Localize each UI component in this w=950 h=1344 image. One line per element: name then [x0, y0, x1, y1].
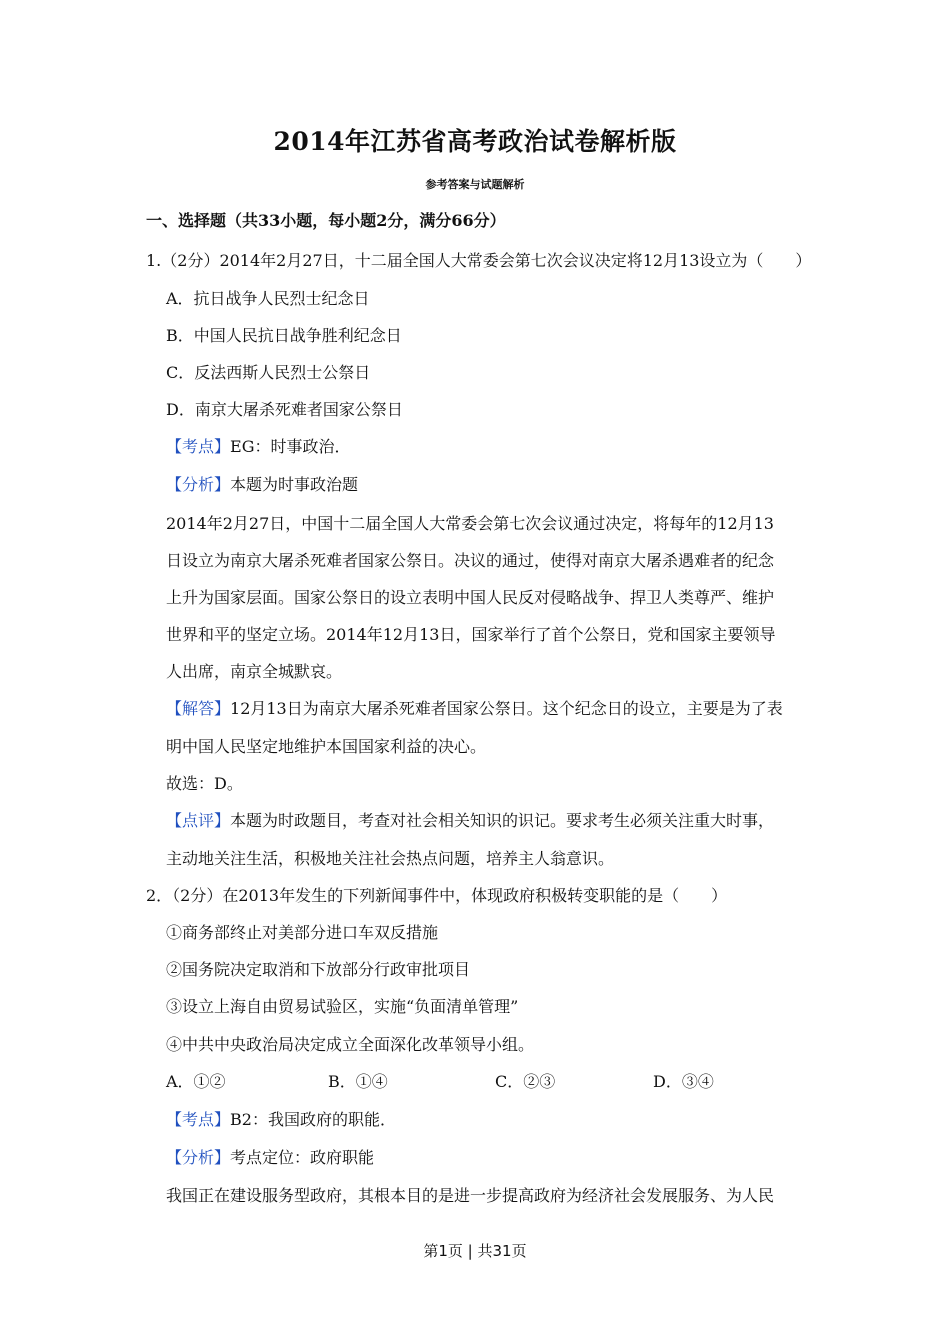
q2-option-c: C．②③	[495, 1072, 556, 1091]
q1-kaodian	[166, 434, 350, 457]
dianping-text: 本题为时政题目，考查对社会相关知识的识记。要求考生必须关注重大时事，	[230, 811, 775, 830]
dianping-tag: 【点评】	[166, 811, 231, 830]
q1-analysis-line: 世界和平的坚定立场。2014年12月13日，国家举行了首个公祭日，党和国家主要领导	[166, 625, 776, 644]
jieda-text: 12月13日为南京大屠杀死难者国家公祭日。这个纪念日的设立，主要是为了表	[230, 699, 783, 718]
q1-jieda-cont: 明中国人民坚定地维护本国国家利益的决心。	[166, 737, 487, 756]
q1-analysis-line: 日设立为南京大屠杀死难者国家公祭日。决议的通过，使得对南京大屠杀遇难者的纪念	[166, 551, 775, 570]
page-footer: 第1页 | 共31页	[423, 1242, 527, 1260]
q1-analysis-line: 人出席，南京全城默哀。	[166, 662, 343, 681]
fenxi-text: 考点定位：政府职能	[230, 1148, 375, 1167]
q2-option-d: D．③④	[653, 1072, 714, 1091]
kaodian-tag: 【考点】	[166, 437, 231, 456]
q1-fenxi	[166, 472, 358, 495]
q1-dianping-cont: 主动地关注生活，积极地关注社会热点问题，培养主人翁意识。	[166, 849, 615, 868]
document-subtitle: 参考答案与试题解析	[425, 178, 525, 191]
q2-analysis-line: 我国正在建设服务型政府，其根本目的是进一步提高政府为经济社会发展服务、为人民	[166, 1186, 775, 1205]
q1-option-d: D．南京大屠杀死难者国家公祭日	[166, 400, 403, 419]
kaodian-tag: 【考点】	[166, 1110, 231, 1129]
kaodian-text: EG：时事政治．	[230, 437, 351, 456]
fenxi-tag: 【分析】	[166, 475, 231, 494]
fenxi-text: 本题为时事政治题	[230, 475, 359, 494]
q1-option-b: B．中国人民抗日战争胜利纪念日	[166, 326, 402, 345]
q2-fenxi	[166, 1145, 374, 1168]
question-2-stem: 2．（2分）在2013年发生的下列新闻事件中，体现政府积极转变职能的是（ ）	[146, 886, 728, 905]
fenxi-tag: 【分析】	[166, 1148, 231, 1167]
q2-option-a: A．①②	[166, 1072, 226, 1091]
q2-item: ②国务院决定取消和下放部分行政审批项目	[166, 960, 471, 979]
q2-item: ③设立上海自由贸易试验区，实施“负面清单管理”	[166, 997, 519, 1016]
q1-analysis-line: 2014年2月27日，中国十二届全国人大常委会第七次会议通过决定，将每年的12月13	[166, 514, 774, 533]
q1-dianping	[166, 808, 774, 831]
q1-jieda	[166, 696, 783, 719]
question-1-stem: 1.（2分）2014年2月27日，十二届全国人大常委会第七次会议决定将12月13设立为（ ）	[146, 251, 812, 270]
q2-options	[166, 1069, 786, 1091]
q2-item: ①商务部终止对美部分进口车双反措施	[166, 923, 439, 942]
q2-kaodian	[166, 1107, 396, 1130]
q2-option-b: B．①④	[328, 1072, 388, 1091]
q1-answer: 故选：D。	[166, 774, 243, 793]
jieda-tag: 【解答】	[166, 699, 231, 718]
q1-option-a: A．抗日战争人民烈士纪念日	[166, 289, 370, 308]
q2-item: ④中共中央政治局决定成立全面深化改革领导小组。	[166, 1035, 535, 1054]
q1-option-c: C．反法西斯人民烈士公祭日	[166, 363, 371, 382]
section-heading: 一、选择题（共33小题，每小题2分，满分66分）	[146, 211, 506, 230]
q1-analysis-line: 上升为国家层面。国家公祭日的设立表明中国人民反对侵略战争、捍卫人类尊严、维护	[166, 588, 775, 607]
kaodian-text: B2：我国政府的职能．	[230, 1110, 396, 1129]
document-title: 2014年江苏省高考政治试卷解析版	[273, 127, 677, 156]
